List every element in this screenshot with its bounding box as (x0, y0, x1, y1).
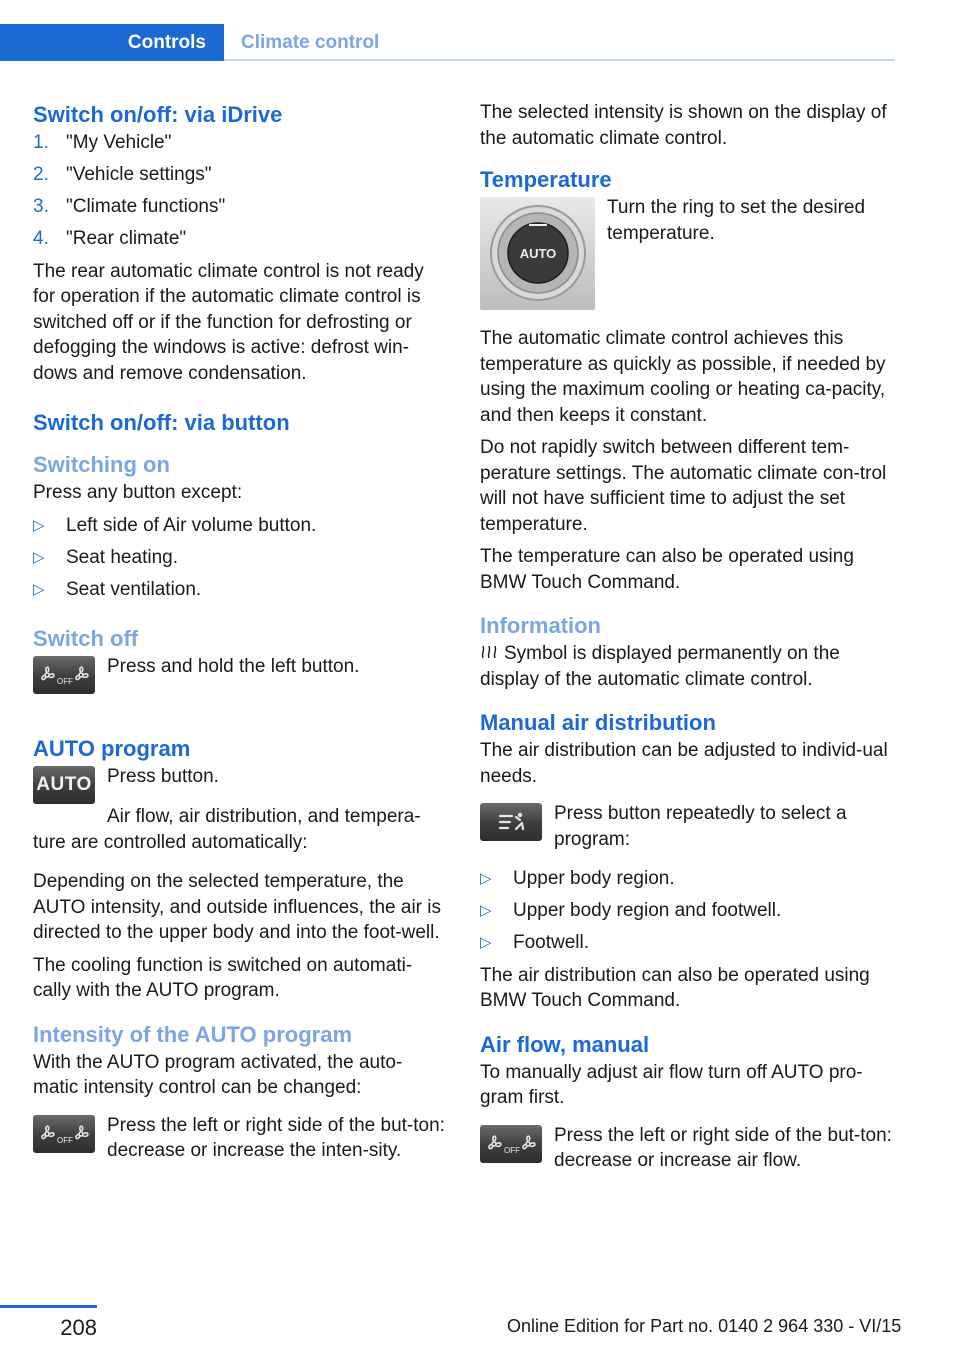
list-item-text: Footwell. (513, 932, 590, 953)
right-column (480, 100, 892, 1174)
heading-auto-program: AUTO program (33, 736, 191, 761)
heading-information: Information (480, 613, 601, 638)
air-flow-row (480, 1123, 892, 1174)
list-item-text: "Vehicle settings" (66, 164, 212, 185)
triangle-bullet-icon: ▷ (33, 580, 45, 598)
heading-auto-intensity: Intensity of the AUTO program (33, 1021, 353, 1047)
fan-off-button-icon (480, 1125, 542, 1163)
auto-program-row (33, 764, 445, 804)
list-item-text: Left side of Air volume button. (66, 514, 317, 536)
temperature-ring-image (480, 197, 595, 310)
exception-list (33, 513, 445, 603)
list-item (480, 866, 892, 892)
list-item (33, 226, 445, 252)
knob-auto-label: AUTO (519, 246, 557, 261)
list-item (33, 130, 445, 156)
paragraph: With the AUTO program activated, the auto‐matic intensity control can be changed: (33, 1051, 403, 1098)
off-label: OFF (57, 1135, 73, 1145)
section-tab: Controls (0, 24, 224, 61)
list-item (480, 898, 892, 924)
paragraph: The cooling function is switched on automati‐cally with the AUTO program. (33, 954, 413, 1001)
heading-switch-off: Switch off (33, 626, 139, 651)
paragraph: The air distribution can also be operated using BMW Touch Command. (480, 964, 870, 1011)
off-label: OFF (57, 677, 73, 686)
paragraph: Press any button except: (33, 482, 243, 503)
chapter-tab: Climate control (241, 31, 380, 53)
heading-switching-on: Switching on (33, 452, 170, 477)
program-list (480, 866, 892, 956)
page-number: 208 (60, 1315, 97, 1340)
list-item-text: "My Vehicle" (66, 132, 172, 153)
switch-off-row (33, 654, 445, 694)
paragraph: The rear automatic climate control is not ready for operation if the automatic climate control is switched off or if the function for defrosting or defogging the windows is active: defrost win‐dows and remove condensation. (33, 260, 424, 384)
list-item-text: "Climate functions" (66, 196, 226, 217)
air-distribution-button-icon (480, 803, 542, 841)
left-column (33, 100, 445, 1171)
paragraph: The air distribution can be adjusted to individ‐ual needs. (480, 740, 888, 787)
paragraph: The automatic climate control achieves this temperature as quickly as possible, if needed by using the maximum cooling or heating ca‐pacity, and then keeps it constant. (480, 328, 886, 426)
list-item-text: Upper body region. (513, 868, 675, 889)
fan-off-button-icon (33, 1115, 95, 1153)
paragraph: Depending on the selected temperature, the AUTO intensity, and outside influences, the air is directed to the upper body and into the foot‐well. (33, 871, 442, 943)
footer-rule (0, 1305, 97, 1308)
heading-switch-button: Switch on/off: via button (33, 410, 290, 435)
list-item (33, 513, 445, 539)
list-item (480, 930, 892, 956)
list-item (33, 577, 445, 603)
paragraph: The temperature can also be operated using BMW Touch Command. (480, 546, 854, 593)
list-item-text: Upper body region and footwell. (513, 900, 782, 921)
triangle-bullet-icon: ▷ (480, 934, 492, 951)
paragraph: Do not rapidly switch between different tem‐perature settings. The automatic climate con‐trol will not have sufficient time to adjust the set temperature. (480, 437, 887, 535)
intensity-row (33, 1113, 445, 1171)
heading-switch-idrive: Switch on/off: via iDrive (33, 102, 283, 127)
heading-temperature: Temperature (480, 167, 612, 192)
idrive-steps (33, 130, 445, 252)
temperature-row (480, 195, 892, 314)
triangle-bullet-icon: ▷ (33, 516, 45, 534)
triangle-bullet-icon: ▷ (480, 870, 492, 887)
list-item-text: Seat heating. (66, 546, 178, 568)
paragraph: Press the left or right side of the but‐ton: decrease or increase the inten‐sity. (107, 1114, 445, 1161)
paragraph: Press button. (107, 766, 219, 787)
paragraph (480, 641, 892, 692)
page-header (0, 24, 895, 64)
paragraph: Press and hold the left button. (107, 656, 360, 677)
information-text: Symbol is displayed permanently on the display of the automatic climate control. (480, 643, 840, 690)
paragraph: Turn the ring to set the desired temperature. (607, 197, 866, 244)
air-distribution-row (480, 801, 892, 852)
paragraph: Air flow, air distribution, and tempera‐ture are controlled automatically: (33, 806, 421, 853)
list-item (33, 162, 445, 188)
off-label: OFF (504, 1145, 520, 1155)
list-marker: 3. (33, 196, 49, 217)
paragraph: Press button repeatedly to select a program: (554, 803, 847, 850)
triangle-bullet-icon: ▷ (33, 548, 45, 566)
edition-text: Online Edition for Part no. 0140 2 964 330 - VI/15 (507, 1316, 902, 1336)
heading-manual-air-distribution: Manual air distribution (480, 710, 716, 735)
header-rule (224, 59, 895, 61)
list-marker: 2. (33, 164, 49, 185)
list-item-text: Seat ventilation. (66, 578, 202, 600)
list-item (33, 545, 445, 571)
paragraph: To manually adjust air flow turn off AUTO pro‐gram first. (480, 1061, 863, 1108)
list-item-text: "Rear climate" (66, 228, 187, 249)
fan-off-button-icon (33, 656, 95, 694)
list-marker: 1. (33, 132, 49, 153)
heat-waves-icon (480, 641, 504, 667)
triangle-bullet-icon: ▷ (480, 902, 492, 919)
list-item (33, 194, 445, 220)
paragraph: The selected intensity is shown on the display of the automatic climate control. (480, 102, 887, 149)
list-marker: 4. (33, 228, 49, 249)
auto-button-icon: AUTO (33, 766, 95, 804)
heading-air-flow-manual: Air flow, manual (480, 1031, 650, 1057)
paragraph: Press the left or right side of the but‐ton: decrease or increase air flow. (554, 1124, 892, 1171)
